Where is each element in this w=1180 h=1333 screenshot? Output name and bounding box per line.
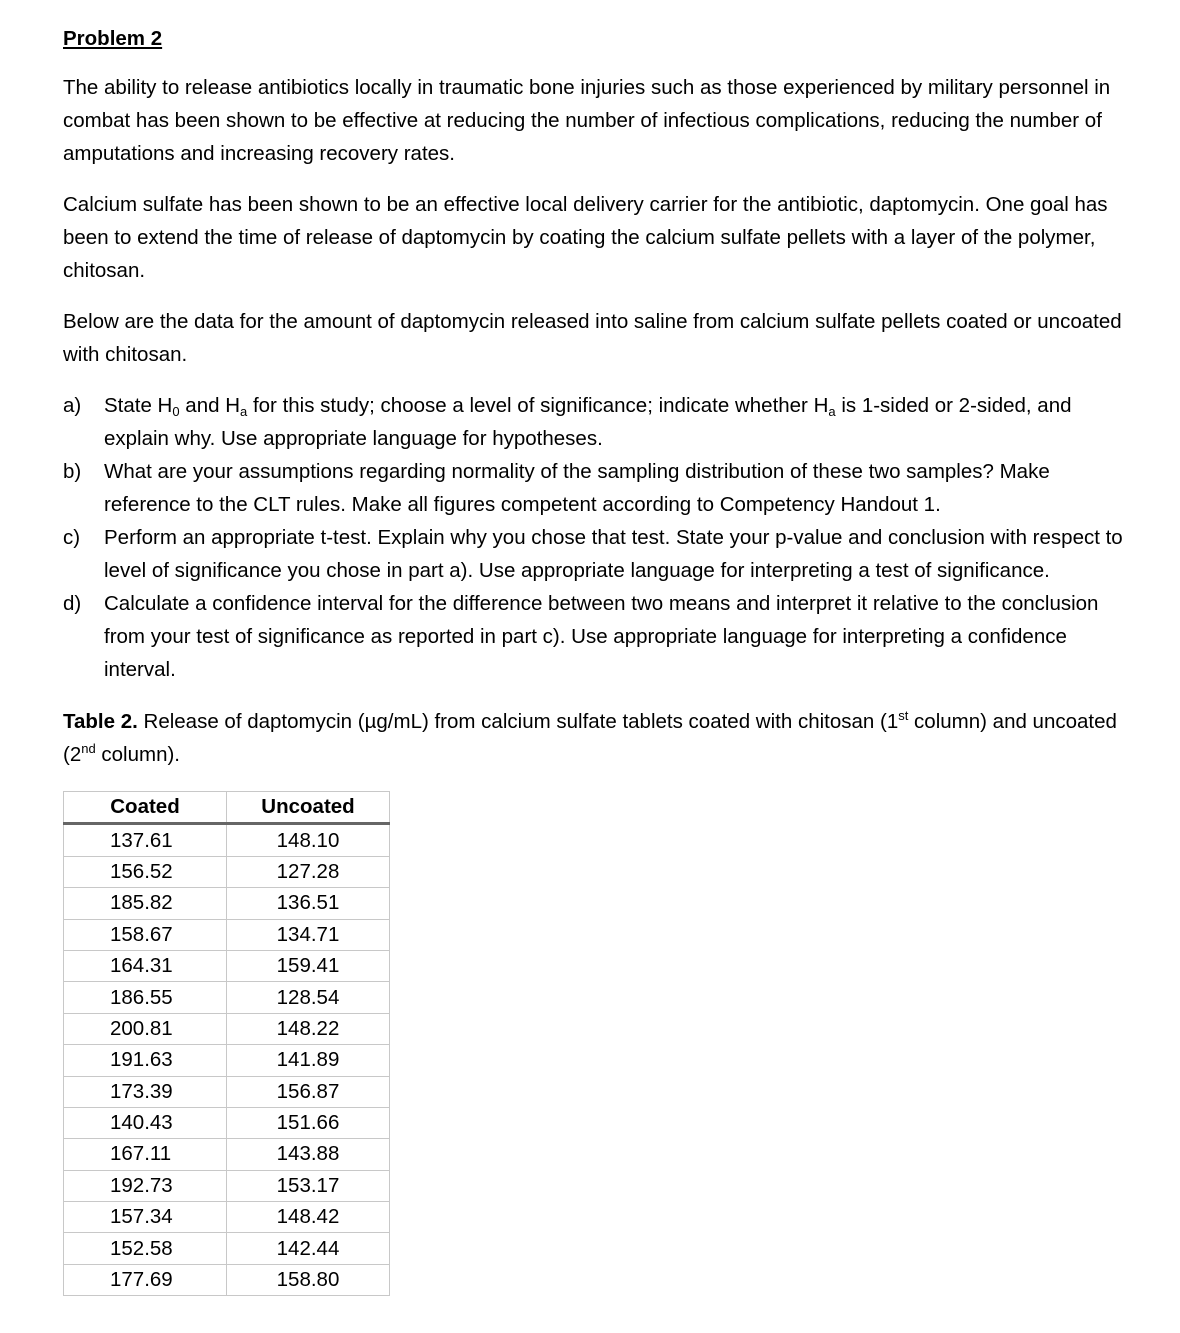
uncoated-value-cell: 142.44 (227, 1233, 390, 1264)
question-text: What are your assumptions regarding normality of the sampling distribution of these two samples? Make reference to the CLT rules. Make all figures competent according to Competency Handout 1. (104, 460, 1050, 516)
question-label: d) (63, 592, 82, 615)
intro-paragraph: The ability to release antibiotics locally in traumatic bone injuries such as those experienced by military personnel in combat has been shown to be effective at reducing the number of infectious complications, reducing the number of amputations and increasing recovery rates. (63, 76, 1111, 165)
table-row (64, 856, 390, 887)
question-list (63, 389, 1133, 686)
table-header-row (64, 792, 390, 824)
coated-value-cell: 137.61 (64, 824, 227, 856)
coated-value-cell: 200.81 (64, 1013, 227, 1044)
table-row (64, 1202, 390, 1233)
uncoated-value-cell: 156.87 (227, 1076, 390, 1107)
uncoated-value-cell: 151.66 (227, 1107, 390, 1138)
table-caption: Table 2. Release of daptomycin (µg/mL) from calcium sulfate tablets coated with chitosan (1st column) and uncoated (2nd column). (63, 708, 1117, 766)
table-row (64, 1139, 390, 1170)
uncoated-value-cell: 127.28 (227, 856, 390, 887)
data-paragraph: Below are the data for the amount of daptomycin released into saline from calcium sulfate pellets coated or uncoated with chitosan. (63, 310, 1122, 366)
uncoated-value-cell: 158.80 (227, 1264, 390, 1295)
uncoated-value-cell: 148.10 (227, 824, 390, 856)
question-c (63, 521, 1133, 587)
question-text: Calculate a confidence interval for the difference between two means and interpret it relative to the conclusion from your test of significance as reported in part c). Use appropriate language for interpreting a confidence interval. (104, 592, 1099, 681)
question-label: c) (63, 526, 81, 549)
document-page (63, 22, 1133, 1296)
table-row (64, 824, 390, 856)
uncoated-value-cell: 148.22 (227, 1013, 390, 1044)
table-row (64, 982, 390, 1013)
table-row (64, 1107, 390, 1138)
table-row (64, 888, 390, 919)
coated-value-cell: 173.39 (64, 1076, 227, 1107)
coated-value-cell: 140.43 (64, 1107, 227, 1138)
uncoated-value-cell: 128.54 (227, 982, 390, 1013)
coated-value-cell: 185.82 (64, 888, 227, 919)
coated-value-cell: 192.73 (64, 1170, 227, 1201)
question-d (63, 587, 1133, 686)
carrier-paragraph: Calcium sulfate has been shown to be an effective local delivery carrier for the antibiotic, daptomycin. One goal has been to extend the time of release of daptomycin by coating the calcium sulfate pellets with a layer of the polymer, chitosan. (63, 193, 1108, 282)
coated-value-cell: 191.63 (64, 1045, 227, 1076)
table-row (64, 919, 390, 950)
table-row (64, 1013, 390, 1044)
question-label: a) (63, 394, 82, 417)
column-header-coated: Coated (64, 792, 227, 824)
table-row (64, 1076, 390, 1107)
coated-value-cell: 152.58 (64, 1233, 227, 1264)
question-text: Perform an appropriate t-test. Explain why you chose that test. State your p-value and conclusion with respect to level of significance you chose in part a). Use appropriate language for interpreting a test of significance. (104, 526, 1123, 582)
table-row (64, 1170, 390, 1201)
uncoated-value-cell: 134.71 (227, 919, 390, 950)
uncoated-value-cell: 143.88 (227, 1139, 390, 1170)
question-a: a) State $H_0$ and $H_a$ for this study; choose a level of significance; indicate whether $H_a$ is 1-sided or 2-sided, and explain why. Use appropriate language for hypotheses. (63, 389, 1133, 455)
uncoated-value-cell: 141.89 (227, 1045, 390, 1076)
coated-value-cell: 167.11 (64, 1139, 227, 1170)
uncoated-value-cell: 136.51 (227, 888, 390, 919)
coated-value-cell: 157.34 (64, 1202, 227, 1233)
coated-value-cell: 156.52 (64, 856, 227, 887)
release-data-table (63, 791, 390, 1296)
problem-title: Problem 2 (63, 27, 163, 50)
question-label: b) (63, 460, 82, 483)
coated-value-cell: 177.69 (64, 1264, 227, 1295)
question-b (63, 455, 1133, 521)
coated-value-cell: 164.31 (64, 950, 227, 981)
uncoated-value-cell: 148.42 (227, 1202, 390, 1233)
table-row (64, 1264, 390, 1295)
table-row (64, 950, 390, 981)
column-header-uncoated: Uncoated (227, 792, 390, 824)
uncoated-value-cell: 159.41 (227, 950, 390, 981)
uncoated-value-cell: 153.17 (227, 1170, 390, 1201)
table-row (64, 1233, 390, 1264)
coated-value-cell: 186.55 (64, 982, 227, 1013)
coated-value-cell: 158.67 (64, 919, 227, 950)
table-row (64, 1045, 390, 1076)
